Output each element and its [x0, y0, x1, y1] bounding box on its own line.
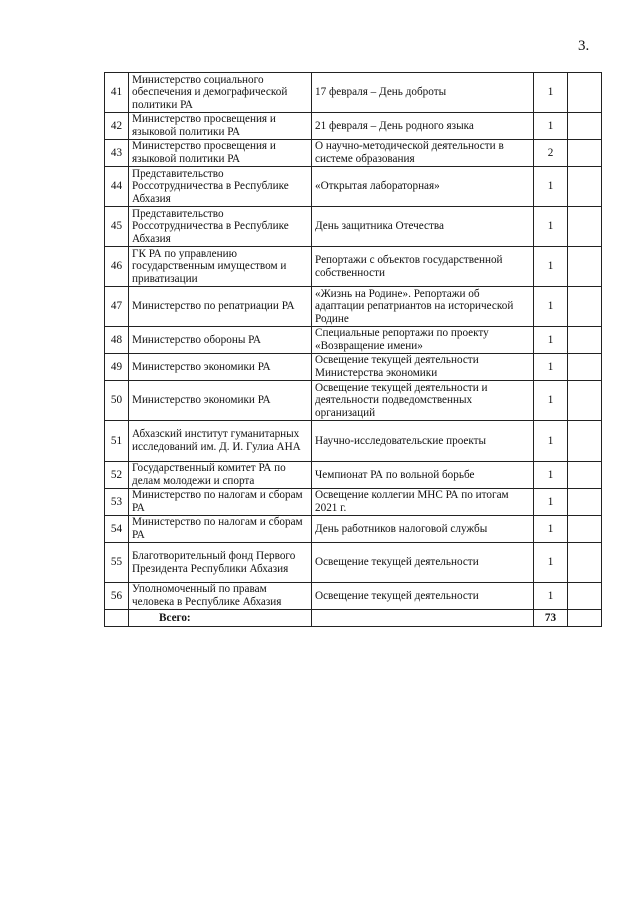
count-cell: 1: [534, 327, 568, 354]
empty-cell: [312, 610, 534, 627]
topic-cell: Чемпионат РА по вольной борьбе: [312, 462, 534, 489]
count-cell: 1: [534, 247, 568, 287]
table-row: [105, 167, 602, 207]
row-number: 49: [105, 354, 129, 381]
organization-cell: Абхазский институт гуманитарных исследований им. Д. И. Гулиа АНА: [129, 421, 312, 462]
media-plan-table: [104, 72, 602, 627]
row-number: 53: [105, 489, 129, 516]
row-number: 46: [105, 247, 129, 287]
topic-cell: Освещение текущей деятельности Министерства экономики: [312, 354, 534, 381]
table-row: [105, 381, 602, 421]
row-number: 47: [105, 287, 129, 327]
empty-cell: [568, 247, 602, 287]
empty-cell: [568, 73, 602, 113]
organization-cell: Министерство экономики РА: [129, 381, 312, 421]
count-cell: 1: [534, 113, 568, 140]
empty-cell: [568, 381, 602, 421]
table-row: [105, 207, 602, 247]
empty-cell: [568, 462, 602, 489]
count-cell: 2: [534, 140, 568, 167]
row-number: 50: [105, 381, 129, 421]
empty-cell: [568, 516, 602, 543]
organization-cell: Государственный комитет РА по делам молодежи и спорта: [129, 462, 312, 489]
row-number: 45: [105, 207, 129, 247]
empty-cell: [568, 610, 602, 627]
empty-cell: [568, 354, 602, 381]
organization-cell: Министерство по репатриации РА: [129, 287, 312, 327]
row-number: 42: [105, 113, 129, 140]
table-row: [105, 354, 602, 381]
row-number: 56: [105, 583, 129, 610]
count-cell: 1: [534, 489, 568, 516]
count-cell: 1: [534, 381, 568, 421]
row-number: 43: [105, 140, 129, 167]
organization-cell: Министерство экономики РА: [129, 354, 312, 381]
count-cell: 1: [534, 167, 568, 207]
count-cell: 1: [534, 207, 568, 247]
organization-cell: Министерство по налогам и сборам РА: [129, 516, 312, 543]
topic-cell: Специальные репортажи по проекту «Возвращение имени»: [312, 327, 534, 354]
organization-cell: Министерство обороны РА: [129, 327, 312, 354]
count-cell: 1: [534, 462, 568, 489]
table-row: [105, 421, 602, 462]
table-row: [105, 583, 602, 610]
organization-cell: Министерство по налогам и сборам РА: [129, 489, 312, 516]
topic-cell: «Открытая лабораторная»: [312, 167, 534, 207]
total-row: [105, 610, 602, 627]
table-row: [105, 516, 602, 543]
total-label: Всего:: [129, 610, 312, 627]
table-row: [105, 489, 602, 516]
organization-cell: Министерство просвещения и языковой политики РА: [129, 113, 312, 140]
empty-cell: [568, 140, 602, 167]
organization-cell: ГК РА по управлению государственным имуществом и приватизации: [129, 247, 312, 287]
row-number: 52: [105, 462, 129, 489]
count-cell: 1: [534, 583, 568, 610]
topic-cell: «Жизнь на Родине». Репортажи об адаптации репатриантов на исторической Родине: [312, 287, 534, 327]
organization-cell: Министерство социального обеспечения и демографической политики РА: [129, 73, 312, 113]
row-number: 41: [105, 73, 129, 113]
empty-cell: [568, 489, 602, 516]
table-row: [105, 287, 602, 327]
organization-cell: Министерство просвещения и языковой политики РА: [129, 140, 312, 167]
empty-cell: [568, 583, 602, 610]
table-row: [105, 247, 602, 287]
empty-cell: [568, 543, 602, 583]
topic-cell: День работников налоговой службы: [312, 516, 534, 543]
topic-cell: Научно-исследовательские проекты: [312, 421, 534, 462]
count-cell: 1: [534, 287, 568, 327]
empty-cell: [568, 327, 602, 354]
topic-cell: Освещение коллегии МНС РА по итогам 2021 г.: [312, 489, 534, 516]
empty-cell: [568, 287, 602, 327]
count-cell: 1: [534, 543, 568, 583]
empty-cell: [568, 421, 602, 462]
table-row: [105, 73, 602, 113]
topic-cell: Освещение текущей деятельности: [312, 543, 534, 583]
table-row: [105, 543, 602, 583]
topic-cell: 17 февраля – День доброты: [312, 73, 534, 113]
table-row: [105, 113, 602, 140]
organization-cell: Уполномоченный по правам человека в Республике Абхазия: [129, 583, 312, 610]
row-number: 48: [105, 327, 129, 354]
count-cell: 1: [534, 516, 568, 543]
count-cell: 1: [534, 354, 568, 381]
row-number: 51: [105, 421, 129, 462]
organization-cell: Представительство Россотрудничества в Республике Абхазия: [129, 167, 312, 207]
table-row: [105, 462, 602, 489]
organization-cell: Представительство Россотрудничества в Республике Абхазия: [129, 207, 312, 247]
table-row: [105, 327, 602, 354]
empty-cell: [568, 167, 602, 207]
topic-cell: 21 февраля – День родного языка: [312, 113, 534, 140]
organization-cell: Благотворительный фонд Первого Президента Республики Абхазия: [129, 543, 312, 583]
count-cell: 1: [534, 73, 568, 113]
topic-cell: Освещение текущей деятельности: [312, 583, 534, 610]
row-number: 44: [105, 167, 129, 207]
topic-cell: Освещение текущей деятельности и деятельности подведомственных организаций: [312, 381, 534, 421]
empty-cell: [568, 113, 602, 140]
topic-cell: Репортажи с объектов государственной собственности: [312, 247, 534, 287]
count-cell: 1: [534, 421, 568, 462]
empty-cell: [568, 207, 602, 247]
total-count: 73: [534, 610, 568, 627]
row-number: 55: [105, 543, 129, 583]
row-number: 54: [105, 516, 129, 543]
topic-cell: День защитника Отечества: [312, 207, 534, 247]
table-row: [105, 140, 602, 167]
topic-cell: О научно-методической деятельности в системе образования: [312, 140, 534, 167]
empty-cell: [105, 610, 129, 627]
page-number: 3.: [578, 38, 590, 54]
